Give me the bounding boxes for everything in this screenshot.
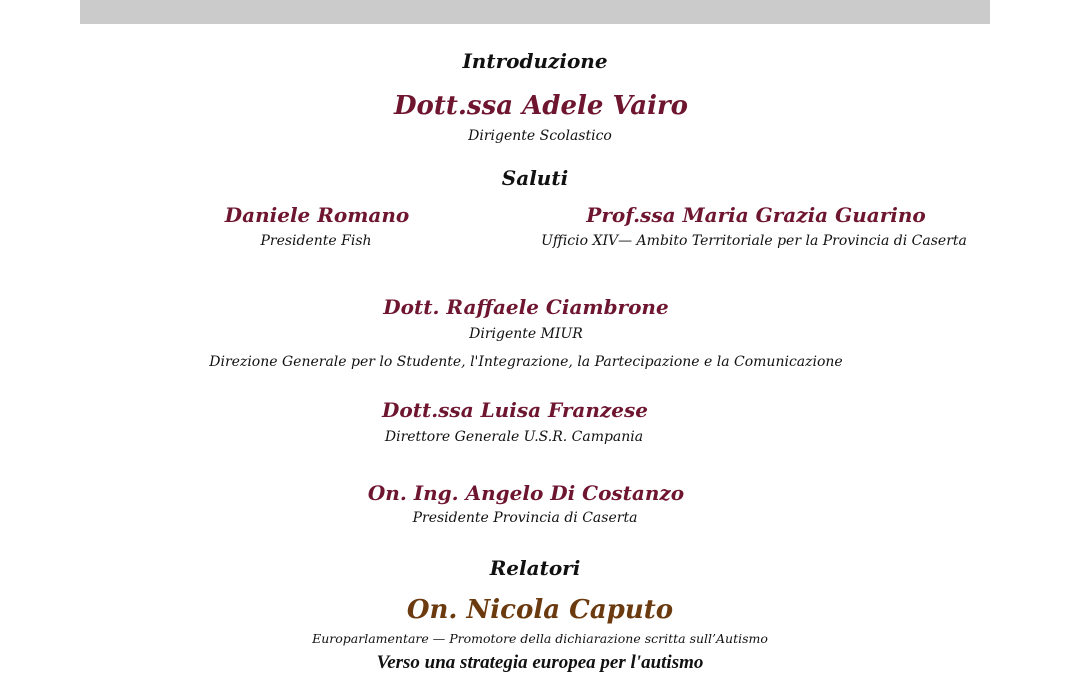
- relatori-speaker-name: On. Nicola Caputo: [406, 595, 674, 625]
- top-gray-band: [80, 0, 990, 24]
- relatori-talk-title: Verso una strategia europea per l'autismo: [376, 652, 704, 673]
- saluti-speaker-name: Prof.ssa Maria Grazia Guarino: [586, 203, 926, 227]
- intro-speaker-name: Dott.ssa Adele Vairo: [393, 91, 689, 121]
- relatori-heading: Relatori: [489, 556, 581, 580]
- saluti-speaker-role: Presidente Provincia di Caserta: [412, 510, 638, 526]
- intro-heading: Introduzione: [462, 49, 608, 73]
- saluti-speaker-role: Dirigente MIUR: [469, 326, 583, 342]
- saluti-speaker-name: Dott.ssa Luisa Franzese: [382, 398, 648, 422]
- saluti-speaker-name: Dott. Raffaele Ciambrone: [383, 295, 669, 319]
- saluti-speaker-role: Direttore Generale U.S.R. Campania: [384, 429, 644, 445]
- intro-speaker-role: Dirigente Scolastico: [468, 128, 612, 144]
- saluti-speaker-role: Presidente Fish: [260, 233, 372, 249]
- saluti-speaker-name: Daniele Romano: [224, 203, 410, 227]
- saluti-speaker-department: Direzione Generale per lo Studente, l'Integrazione, la Partecipazione e la Comunicazione: [209, 354, 843, 370]
- saluti-speaker-name: On. Ing. Angelo Di Costanzo: [367, 481, 685, 505]
- relatori-speaker-role: Europarlamentare — Promotore della dichiarazione scritta sull’Autismo: [312, 631, 768, 646]
- saluti-heading: Saluti: [501, 166, 569, 190]
- saluti-speaker-role: Ufficio XIV— Ambito Territoriale per la Provincia di Caserta: [541, 233, 967, 249]
